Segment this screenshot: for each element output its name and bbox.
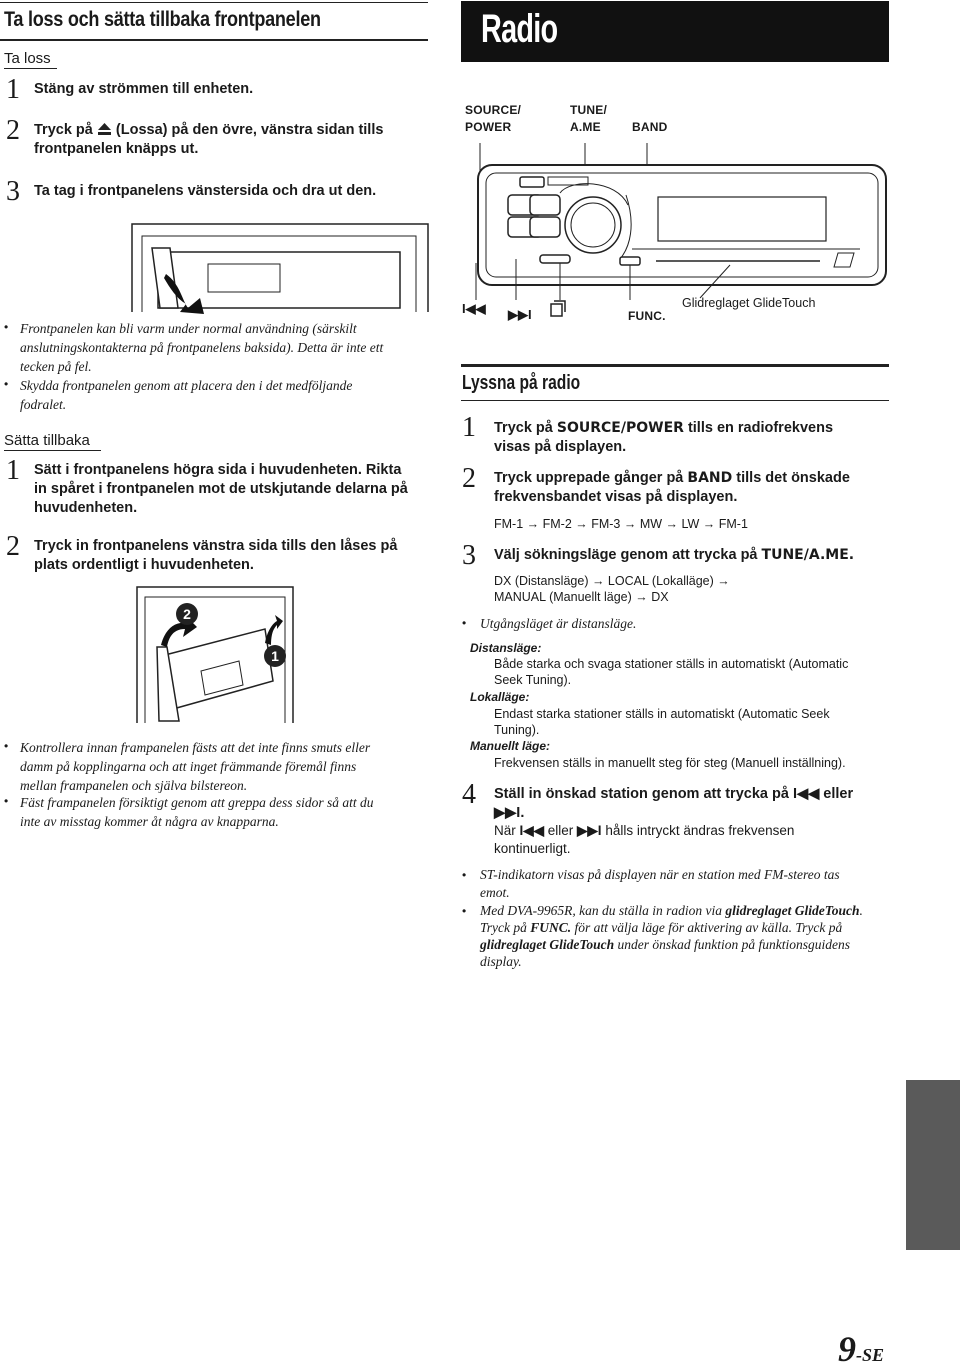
glide-note-line-3 <box>480 935 850 954</box>
mode-manuell-line-1: Frekvensen ställs in manuellt steg för steg (Manuell inställning). <box>494 756 846 770</box>
attach-note-1b: damm på kopplingarna och att inget främmande föremål finns <box>20 759 357 774</box>
remove-heading: Ta loss <box>4 50 51 67</box>
label-band: BAND <box>632 120 668 134</box>
hold-prev-icon: I◀◀ <box>519 823 545 838</box>
glide-note-g: glidreglaget GlideTouch <box>480 937 615 952</box>
glide-note-d: Tryck på <box>480 920 531 935</box>
mode-lokal-title: Lokalläge: <box>470 690 530 704</box>
attach-step-2-line-2: plats ordentligt i huvudenheten. <box>34 557 254 573</box>
attach-heading-underline <box>4 450 101 451</box>
radio-step-4-number: 4 <box>462 779 476 810</box>
remove-note-1c: tecken på fel. <box>20 359 92 374</box>
attach-step-2-line-1: Tryck in frontpanelens vänstra sida tills den låses på <box>34 538 398 554</box>
radio-step-1-line-2: visas på displayen. <box>494 439 627 455</box>
title-rule <box>0 39 428 41</box>
mode-distans-line-2: Seek Tuning). <box>494 673 572 687</box>
attach-step-1-line-1: Sätt i frontpanelens högra sida i huvudenheten. Rikta <box>34 462 402 478</box>
attach-heading: Sätta tillbaka <box>4 432 90 449</box>
radio-step-4-a: Ställ in önskad station genom att trycka på <box>494 786 793 802</box>
attach-note-2b: inte av misstag kommer åt några av knapparna. <box>20 814 279 829</box>
radio-banner <box>461 1 889 62</box>
remove-note-2a: Skydda frontpanelen genom att placera den i det medföljande <box>20 378 353 393</box>
attach-note-1c: mellan frampanelen och själva bilstereon. <box>20 778 248 793</box>
radio-step-4-prev-icon: I◀◀ <box>792 786 820 802</box>
mode-distans-title: Distansläge: <box>470 641 542 655</box>
mode-lokal-line-1: Endast starka stationer ställs in automatiskt (Automatic Seek <box>494 707 830 721</box>
remove-step-2-text-b: (Lossa) på den övre, vänstra sidan tills <box>111 122 384 138</box>
display-mode-icon <box>550 300 566 318</box>
attach-step-1-line-2: in spåret i frontpanelen mot de utskjutande delarna på <box>34 481 408 497</box>
mode-sequence-1: DX (Distansläge) → LOCAL (Lokalläge) → <box>494 574 730 588</box>
glide-note-h: under önskad funktion på funktionsguidens <box>614 937 850 952</box>
bullet-icon: • <box>4 794 9 808</box>
remove-note-1b: anslutningskontakterna på frontpanelens baksida). Detta är inte ett <box>20 340 384 355</box>
diagram-badge-1: 1 <box>264 645 286 667</box>
radio-step-3-line-1 <box>494 546 854 565</box>
top-rule <box>0 2 428 3</box>
remove-step-3-text: Ta tag i frontpanelens vänstersida och dra ut den. <box>34 183 377 199</box>
attach-step-1-number: 1 <box>6 455 20 486</box>
radio-step-1-a: Tryck på <box>494 420 557 436</box>
remove-panel-illustration <box>130 222 430 314</box>
head-unit-illustration <box>460 135 890 325</box>
radio-step-4-hold-line-2: kontinuerligt. <box>494 841 571 856</box>
mode-lokal-line-2: Tuning). <box>494 723 540 737</box>
attach-note-1a: Kontrollera innan frampanelen fästs att det inte finns smuts eller <box>20 740 371 755</box>
remove-note-1a: Frontpanelen kan bli varm under normal användning (särskilt <box>20 321 357 336</box>
glide-note-f: för att välja läge för aktivering av källa. Tryck på <box>571 920 843 935</box>
page-number-digit: 9 <box>838 1329 856 1369</box>
mode-distans-line-1: Både starka och svaga stationer ställs in automatiskt (Automatic <box>494 657 849 671</box>
radio-step-2-line-1 <box>494 469 850 488</box>
hold-b: eller <box>544 823 578 838</box>
radio-step-1-line-1 <box>494 419 833 438</box>
label-tune: TUNE/ <box>570 103 607 117</box>
radio-step-2-a: Tryck upprepade gånger på <box>494 470 688 486</box>
mode-sequence-2: MANUAL (Manuellt läge) → DX <box>494 590 669 604</box>
radio-step-4-c: eller <box>819 786 854 802</box>
radio-step-2-number: 2 <box>462 463 476 494</box>
listen-rule-top <box>461 364 889 367</box>
st-note-line-1: ST-indikatorn visas på displayen när en station med FM-stereo tas <box>480 867 840 882</box>
section-title: Ta loss och sätta tillbaka frontpanelen <box>4 8 321 31</box>
radio-step-2-line-2: frekvensbandet visas på displayen. <box>494 489 738 505</box>
label-glidetouch: Glidreglaget GlideTouch <box>682 296 816 310</box>
remove-step-1-number: 1 <box>6 74 20 105</box>
page-number <box>838 1328 884 1370</box>
remove-heading-underline <box>4 68 57 69</box>
label-source: SOURCE/ <box>465 103 522 117</box>
hold-next-icon: ▶▶I <box>577 823 602 838</box>
radio-step-1-c: tills en radiofrekvens <box>683 420 834 436</box>
next-track-icon: ▶▶I <box>508 307 532 322</box>
radio-step-1-number: 1 <box>462 412 476 443</box>
radio-step-3-tune-ame: TUNE/A.ME. <box>761 547 855 563</box>
remove-step-2-number: 2 <box>6 115 20 146</box>
glide-note-b: glidreglaget GlideTouch <box>725 903 860 918</box>
glide-note-a: Med DVA-9965R, kan du ställa in radion via <box>480 903 726 918</box>
glide-note-e: FUNC. <box>530 920 572 935</box>
bullet-icon: • <box>4 320 9 334</box>
label-power: POWER <box>465 120 512 134</box>
remove-step-2-text-c: frontpanelen knäpps ut. <box>34 141 199 157</box>
remove-step-2-text <box>34 121 383 140</box>
listen-title: Lyssna på radio <box>462 372 581 394</box>
radio-step-1-source-power: SOURCE/POWER <box>556 420 684 436</box>
remove-step-1-text: Stäng av strömmen till enheten. <box>34 81 254 97</box>
label-func: FUNC. <box>628 309 666 323</box>
hold-a: När <box>494 823 520 838</box>
section-tab <box>906 1080 960 1250</box>
eject-icon <box>97 122 112 136</box>
radio-step-3-number: 3 <box>462 540 476 571</box>
hold-c: hålls intryckt ändras frekvensen <box>601 823 795 838</box>
mode-manuell-title: Manuellt läge: <box>470 739 551 753</box>
remove-note-2b: fodralet. <box>20 397 67 412</box>
radio-step-4-hold-line <box>494 822 794 840</box>
glide-note-line-4: display. <box>480 954 522 969</box>
radio-step-4-next-icon: ▶▶I. <box>494 805 525 821</box>
listen-rule-bottom <box>461 400 889 401</box>
bullet-icon: • <box>462 868 467 882</box>
default-mode-note: Utgångsläget är distansläge. <box>480 616 637 631</box>
glide-note-c: . <box>859 903 863 918</box>
radio-step-3-a: Välj sökningsläge genom att trycka på <box>494 547 762 563</box>
st-note-line-2: emot. <box>480 885 510 900</box>
attach-step-2-number: 2 <box>6 531 20 562</box>
prev-track-icon: I◀◀ <box>462 301 486 316</box>
diagram-badge-2: 2 <box>176 603 198 625</box>
band-sequence: FM-1 → FM-2 → FM-3 → MW → LW → FM-1 <box>494 517 748 531</box>
radio-step-2-c: tills det önskade <box>732 470 850 486</box>
attach-step-1-line-3: huvudenheten. <box>34 500 138 516</box>
radio-banner-title: Radio <box>481 7 558 51</box>
page-number-suffix: -SE <box>856 1345 885 1365</box>
radio-step-4-line-1 <box>494 785 853 804</box>
label-ame: A.ME <box>570 120 601 134</box>
bullet-icon: • <box>462 616 467 630</box>
attach-note-2a: Fäst frampanelen försiktigt genom att greppa dess sidor så att du <box>20 795 374 810</box>
radio-step-2-band: BAND <box>687 470 733 486</box>
bullet-icon: • <box>462 904 467 918</box>
bullet-icon: • <box>4 377 9 391</box>
remove-step-2-text-a: Tryck på <box>34 122 97 138</box>
bullet-icon: • <box>4 739 9 753</box>
remove-step-3-number: 3 <box>6 176 20 207</box>
